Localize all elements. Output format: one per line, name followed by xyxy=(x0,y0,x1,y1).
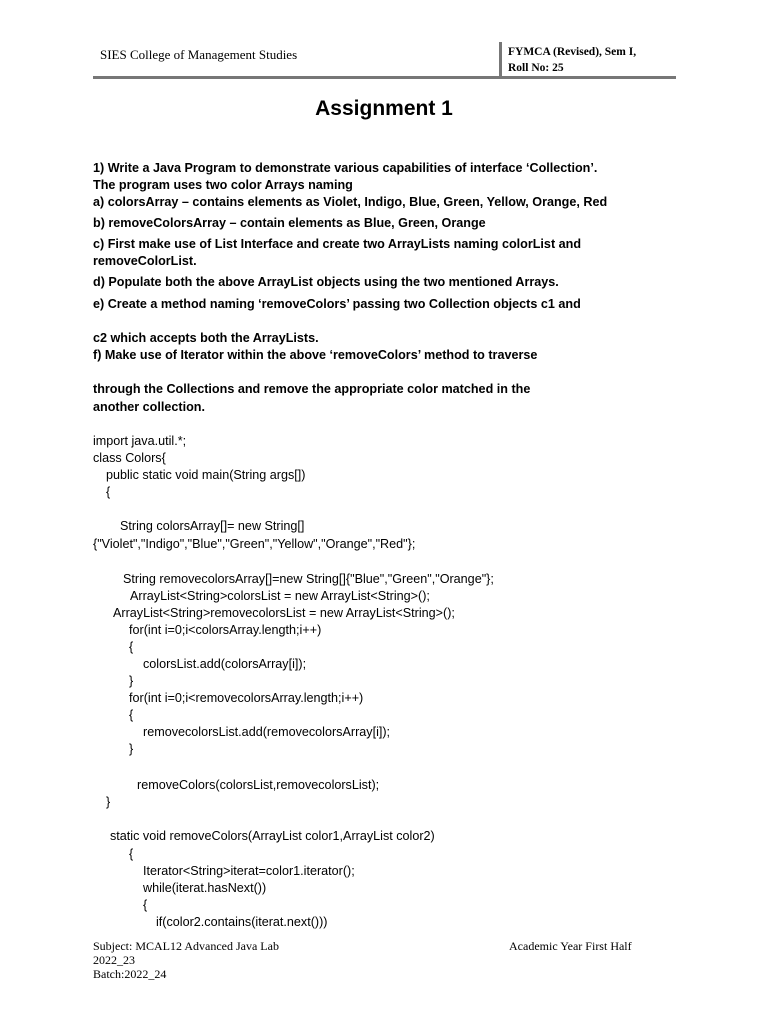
code-line: { xyxy=(129,640,134,654)
code-line: String removecolorsArray[]=new String[]{"Blue","Green","Orange"}; xyxy=(123,572,494,586)
code-line: ArrayList<String>colorsList = new ArrayList<String>(); xyxy=(130,589,430,603)
code-line: { xyxy=(129,847,134,861)
code-line: Iterator<String>iterat=color1.iterator(); xyxy=(143,864,355,878)
program-semester: FYMCA (Revised), Sem I, xyxy=(508,46,637,58)
code-line: { xyxy=(106,485,111,499)
code-line: } xyxy=(129,674,134,688)
footer-year: 2022_23 xyxy=(93,953,135,967)
code-line: import java.util.*; xyxy=(93,434,187,448)
code-line: while(iterat.hasNext()) xyxy=(143,881,267,895)
footer-subject: Subject: MCAL12 Advanced Java Lab xyxy=(93,939,279,953)
page-title: Assignment 1 xyxy=(315,97,453,120)
code-line: if(color2.contains(iterat.next())) xyxy=(156,915,328,929)
question-line: f) Make use of Iterator within the above ‘removeColors’ method to traverse xyxy=(93,348,538,362)
question-line: The program uses two color Arrays naming xyxy=(93,178,353,192)
college-name: SIES College of Management Studies xyxy=(100,47,298,62)
code-line: class Colors{ xyxy=(93,451,166,465)
code-line: {"Violet","Indigo","Blue","Green","Yellow","Orange","Red"}; xyxy=(93,537,416,551)
question-line: b) removeColorsArray – contain elements as Blue, Green, Orange xyxy=(93,216,486,230)
question-line: removeColorList. xyxy=(93,254,197,268)
question-line: a) colorsArray – contains elements as Violet, Indigo, Blue, Green, Yellow, Orange, Red xyxy=(93,195,608,209)
header-divider-horizontal xyxy=(93,76,676,79)
question-line: c2 which accepts both the ArrayLists. xyxy=(93,331,319,345)
code-line: removeColors(colorsList,removecolorsList); xyxy=(137,778,380,792)
header-info xyxy=(508,44,636,76)
question-line: e) Create a method naming ‘removeColors’ passing two Collection objects c1 and xyxy=(93,297,581,311)
code-line: ArrayList<String>removecolorsList = new ArrayList<String>(); xyxy=(113,606,455,620)
code-line: static void removeColors(ArrayList color1,ArrayList color2) xyxy=(110,829,435,843)
question-line: through the Collections and remove the appropriate color matched in the xyxy=(93,382,531,396)
code-line: public static void main(String args[]) xyxy=(106,468,306,482)
question-line: 1) Write a Java Program to demonstrate various capabilities of interface ‘Collection’. xyxy=(93,161,598,175)
footer-academic-year: Academic Year First Half xyxy=(509,939,632,953)
question-line: c) First make use of List Interface and create two ArrayLists naming colorList and xyxy=(93,237,582,251)
code-line: for(int i=0;i<colorsArray.length;i++) xyxy=(129,623,322,637)
question-line: d) Populate both the above ArrayList objects using the two mentioned Arrays. xyxy=(93,275,559,289)
code-line: } xyxy=(129,742,134,756)
code-line: String colorsArray[]= new String[] xyxy=(120,519,305,533)
roll-number: Roll No: 25 xyxy=(508,62,564,74)
footer-batch: Batch:2022_24 xyxy=(93,967,167,981)
code-line: for(int i=0;i<removecolorsArray.length;i++) xyxy=(129,691,364,705)
code-line: } xyxy=(106,795,111,809)
code-line: { xyxy=(129,708,134,722)
code-line: colorsList.add(colorsArray[i]); xyxy=(143,657,307,671)
code-line: removecolorsList.add(removecolorsArray[i]); xyxy=(143,725,391,739)
code-line: { xyxy=(143,898,148,912)
question-line: another collection. xyxy=(93,400,205,414)
header-divider-vertical xyxy=(499,42,502,77)
